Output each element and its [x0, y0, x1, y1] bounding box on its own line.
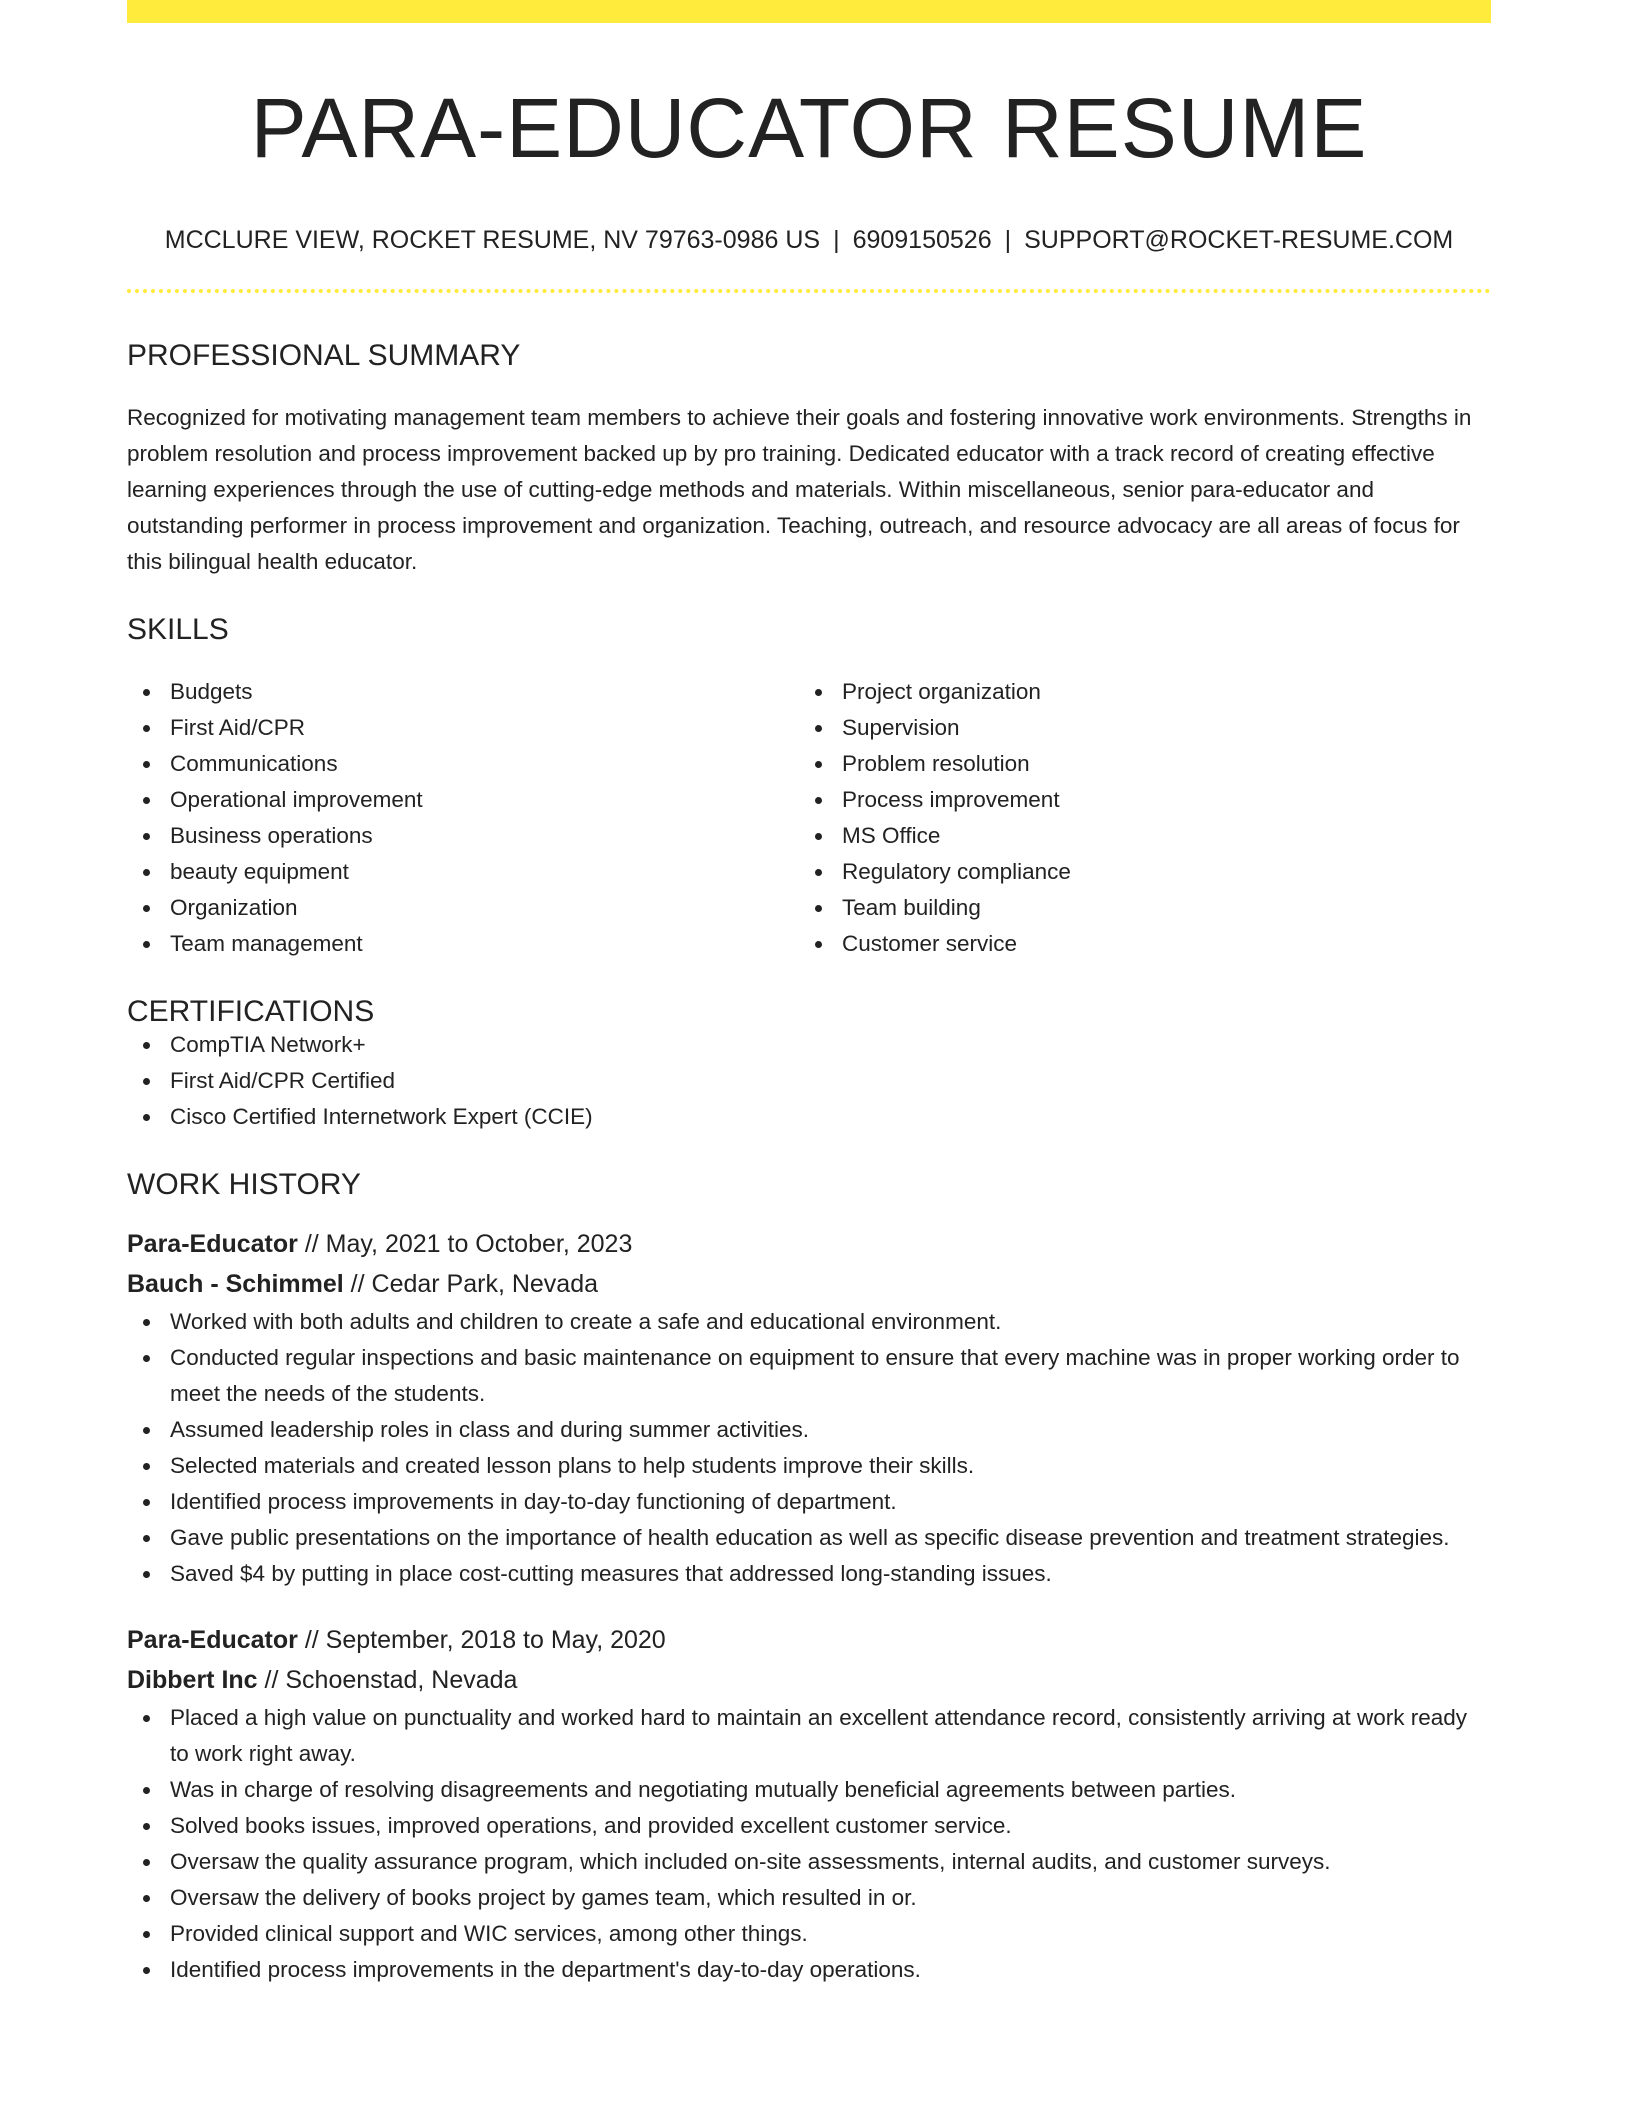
job-duties-list: [127, 1304, 1491, 1592]
skills-column-left: [127, 674, 799, 962]
skill-item: Business operations: [127, 818, 799, 854]
skill-item: Organization: [127, 890, 799, 926]
skill-item: Regulatory compliance: [799, 854, 1471, 890]
job-duty-item: Oversaw the quality assurance program, which included on-site assessments, internal audits, and customer surveys.: [127, 1844, 1491, 1880]
job-location: // Schoenstad, Nevada: [257, 1666, 518, 1694]
job-location: // Cedar Park, Nevada: [343, 1270, 599, 1298]
work-history-heading: WORK HISTORY: [127, 1168, 361, 1201]
skill-item: Supervision: [799, 710, 1471, 746]
skill-item: Problem resolution: [799, 746, 1471, 782]
skill-item: beauty equipment: [127, 854, 799, 890]
job-duty-item: Conducted regular inspections and basic maintenance on equipment to ensure that every machine was in proper working order to meet the needs of the students.: [127, 1340, 1491, 1412]
job-duties-list: [127, 1700, 1491, 1988]
summary-heading: PROFESSIONAL SUMMARY: [127, 339, 521, 372]
summary-text: Recognized for motivating management team members to achieve their goals and fostering innovative work environments. Strengths in problem resolution and process improvement backed up by pro training. Dedicated educator with a track record of creating effective learning experiences through the use of cutting-edge methods and materials. Within miscellaneous, senior para-educator and outstanding performer in process improvement and organization. Teaching, outreach, and resource advocacy are all areas of focus for this bilingual health educator.: [127, 405, 1472, 574]
job-company: Dibbert Inc: [127, 1666, 258, 1694]
job-duty-item: Oversaw the delivery of books project by games team, which resulted in or.: [127, 1880, 1491, 1916]
skills-grid: [127, 674, 1491, 962]
job-duty-item: Assumed leadership roles in class and during summer activities.: [127, 1412, 1491, 1448]
contact-separator: |: [833, 226, 840, 254]
skill-item: First Aid/CPR: [127, 710, 799, 746]
skill-item: Communications: [127, 746, 799, 782]
certifications-list: [127, 1027, 1491, 1135]
skills-heading: SKILLS: [127, 613, 229, 646]
job-duty-item: Identified process improvements in the department's day-to-day operations.: [127, 1952, 1491, 1988]
job-duty-item: Gave public presentations on the importance of health education as well as specific disease prevention and treatment strategies.: [127, 1520, 1491, 1556]
certification-item: CompTIA Network+: [127, 1027, 1491, 1063]
skills-list-right: [799, 674, 1471, 962]
certification-item: First Aid/CPR Certified: [127, 1063, 1491, 1099]
skill-item: MS Office: [799, 818, 1471, 854]
job-duty-item: Selected materials and created lesson plans to help students improve their skills.: [127, 1448, 1491, 1484]
job-dates: // May, 2021 to October, 2023: [297, 1230, 633, 1258]
job-company: Bauch - Schimmel: [127, 1270, 344, 1298]
job-duty-item: Was in charge of resolving disagreements and negotiating mutually beneficial agreements between parties.: [127, 1772, 1491, 1808]
job-duty-item: Saved $4 by putting in place cost-cutting measures that addressed long-standing issues.: [127, 1556, 1491, 1592]
job-company-line: [127, 1264, 1491, 1304]
contact-email: SUPPORT@ROCKET-RESUME.COM: [1024, 226, 1454, 254]
skills-column-right: [799, 674, 1471, 962]
job-role-line: [127, 1224, 1491, 1264]
job-duty-item: Provided clinical support and WIC services, among other things.: [127, 1916, 1491, 1952]
skill-item: Project organization: [799, 674, 1471, 710]
skill-item: Operational improvement: [127, 782, 799, 818]
resume-page: [127, 0, 1491, 1988]
job-dates: // September, 2018 to May, 2020: [297, 1626, 666, 1654]
resume-title: PARA-EDUCATOR RESUME: [250, 81, 1368, 175]
contact-address: MCCLURE VIEW, ROCKET RESUME, NV 79763-0986 US: [164, 226, 821, 254]
job-role: Para-Educator: [127, 1626, 298, 1654]
certifications-heading: CERTIFICATIONS: [127, 995, 375, 1028]
skill-item: Team management: [127, 926, 799, 962]
job-duty-item: Identified process improvements in day-to-day functioning of department.: [127, 1484, 1491, 1520]
skill-item: Team building: [799, 890, 1471, 926]
job-company-line: [127, 1660, 1491, 1700]
job-role: Para-Educator: [127, 1230, 298, 1258]
job-duty-item: Worked with both adults and children to create a safe and educational environment.: [127, 1304, 1491, 1340]
accent-top-bar: [127, 0, 1491, 23]
job-duty-item: Solved books issues, improved operations, and provided excellent customer service.: [127, 1808, 1491, 1844]
skills-list-left: [127, 674, 799, 962]
contact-separator: |: [1004, 226, 1012, 254]
job-role-line: [127, 1620, 1491, 1660]
contact-phone: 6909150526: [852, 226, 992, 254]
skill-item: Customer service: [799, 926, 1471, 962]
dotted-divider: [127, 289, 1491, 293]
skill-item: Process improvement: [799, 782, 1471, 818]
contact-line: [127, 228, 1491, 253]
job-duty-item: Placed a high value on punctuality and worked hard to maintain an excellent attendance record, consistently arriving at work ready to work right away.: [127, 1700, 1491, 1772]
job-entry: [127, 1224, 1491, 1592]
job-entry: [127, 1620, 1491, 1988]
certification-item: Cisco Certified Internetwork Expert (CCIE): [127, 1099, 1491, 1135]
skill-item: Budgets: [127, 674, 799, 710]
